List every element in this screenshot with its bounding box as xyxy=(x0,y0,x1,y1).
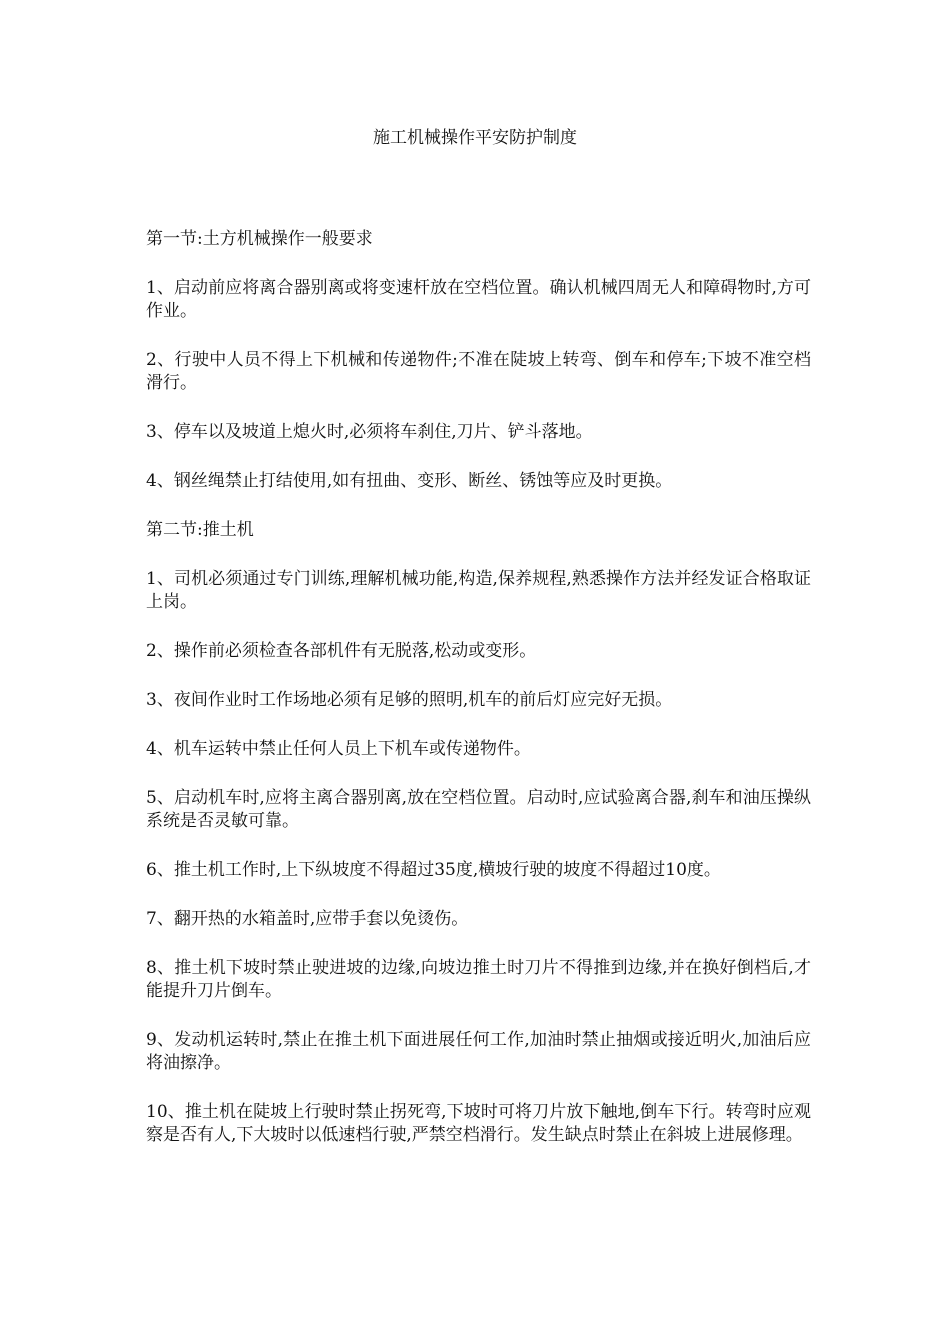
paragraph: 3、停车以及坡道上熄火时,必须将车刹住,刀片、铲斗落地。 xyxy=(146,422,593,442)
paragraph: 4、钢丝绳禁止打结使用,如有扭曲、变形、断丝、锈蚀等应及时更换。 xyxy=(146,471,673,491)
paragraph: 9、发动机运转时,禁止在推土机下面进展任何工作,加油时禁止抽烟或接近明火,加油后应将油擦净。 xyxy=(146,1030,811,1073)
paragraph: 1、司机必须通过专门训练,理解机械功能,构造,保养规程,熟悉操作方法并经发证合格取证上岗。 xyxy=(146,569,811,612)
paragraph: 3、夜间作业时工作场地必须有足够的照明,机车的前后灯应完好无损。 xyxy=(146,690,673,710)
paragraph: 8、推土机下坡时禁止驶进坡的边缘,向坡边推土时刀片不得推到边缘,并在换好倒档后,才能提升刀片倒车。 xyxy=(146,958,811,1001)
document-body xyxy=(146,228,811,1173)
paragraph: 7、翻开热的水箱盖时,应带手套以免烫伤。 xyxy=(146,909,469,929)
paragraph: 1、启动前应将离合器别离或将变速杆放在空档位置。确认机械四周无人和障碍物时,方可作业。 xyxy=(146,278,811,321)
paragraph: 6、推土机工作时,上下纵坡度不得超过35度,横坡行驶的坡度不得超过10度。 xyxy=(146,860,721,880)
paragraph: 2、操作前必须检查各部机件有无脱落,松动或变形。 xyxy=(146,641,537,661)
section-heading: 第一节:土方机械操作一般要求 xyxy=(146,229,373,249)
section-heading: 第二节:推土机 xyxy=(146,520,254,540)
paragraph: 10、推土机在陡坡上行驶时禁止拐死弯,下坡时可将刀片放下触地,倒车下行。转弯时应观察是否有人,下大坡时以低速档行驶,严禁空档滑行。发生缺点时禁止在斜坡上进展修理。 xyxy=(146,1102,811,1145)
paragraph: 2、行驶中人员不得上下机械和传递物件;不准在陡坡上转弯、倒车和停车;下坡不准空档滑行。 xyxy=(146,350,811,393)
paragraph: 5、启动机车时,应将主离合器别离,放在空档位置。启动时,应试验离合器,刹车和油压操纵系统是否灵敏可靠。 xyxy=(146,788,811,831)
paragraph: 4、机车运转中禁止任何人员上下机车或传递物件。 xyxy=(146,739,531,759)
document-title: 施工机械操作平安防护制度 xyxy=(373,128,577,148)
